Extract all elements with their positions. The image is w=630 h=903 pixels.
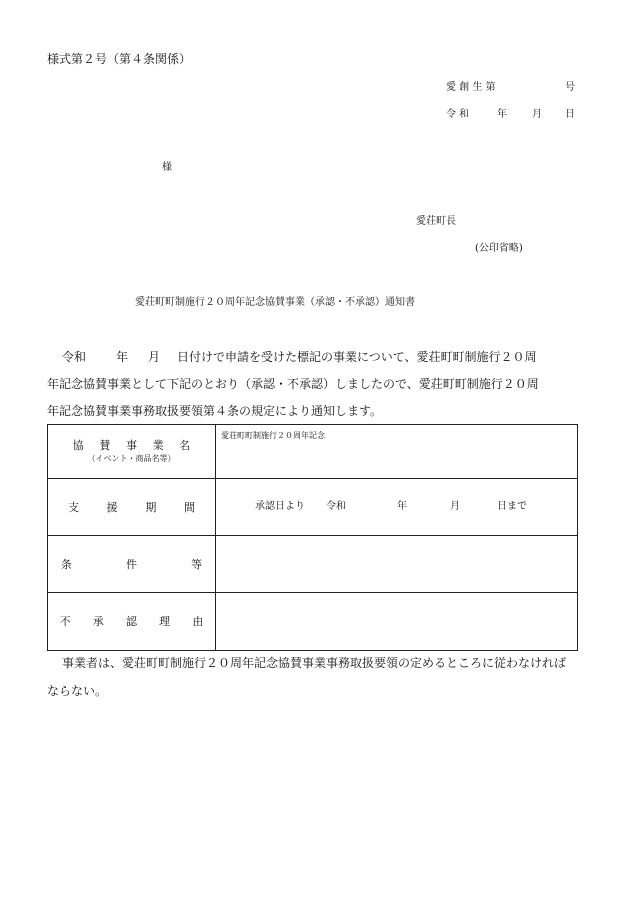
document-number-prefix: 愛 創 生 第: [446, 82, 496, 93]
date-month-label: 月: [532, 109, 542, 120]
notification-table: [47, 424, 578, 651]
body-era: 令和: [62, 350, 87, 364]
document-number-suffix: 号: [565, 82, 575, 93]
form-number: 様式第２号（第４条関係）: [47, 52, 192, 66]
support-period-label: 支 援 期 間: [67, 500, 208, 514]
rejection-reason-label-cell: [48, 593, 216, 651]
body-year-label: 年: [116, 350, 129, 364]
support-period-cell: [216, 479, 578, 536]
conditions-label: 条 件 等: [60, 557, 228, 571]
body-line-1: 日付けで申請を受けた標記の事業について、愛荘町町制施行２０周: [177, 350, 537, 364]
addressee-honorific: 様: [162, 162, 172, 173]
support-period-label-cell: [48, 479, 216, 536]
conditions-label-cell: [48, 536, 228, 593]
body-line-3: 年記念協賛事業事務取扱要領第４条の規定により通知します。: [47, 404, 383, 418]
sender-title: 愛荘町長: [416, 216, 456, 227]
date-era: 令 和: [446, 109, 470, 120]
sponsorship-name-value: 愛荘町町制施行２０周年記念: [221, 431, 325, 440]
date-year-label: 年: [497, 109, 507, 120]
rejection-reason-cell: [216, 593, 578, 651]
footer-note-line-2: ならない。: [47, 684, 108, 698]
sponsorship-name-label-cell: [48, 425, 216, 479]
support-period-month-label: 月: [450, 501, 460, 512]
date-day-label: 日: [565, 109, 575, 120]
body-month-label: 月: [148, 350, 161, 364]
sponsorship-name-sublabel: （イベント・商品名等）: [87, 454, 176, 463]
support-period-suffix: 日まで: [497, 501, 527, 512]
sponsorship-name-label: 協 賛 事 業 名: [72, 439, 197, 452]
body-line-2: 年記念協賛事業として下記のとおり（承認・不承認）しましたので、愛荘町町制施行２０周: [47, 377, 539, 391]
sponsorship-name-cell: [216, 425, 578, 479]
support-period-prefix: 承認日より: [255, 501, 305, 512]
conditions-cell: [216, 536, 578, 593]
seal-omitted-note: (公印省略): [475, 243, 523, 254]
document-title: 愛荘町町制施行２０周年記念協賛事業（承認・不承認）通知書: [135, 297, 415, 308]
footer-note-line-1: 事業者は、愛荘町町制施行２０周年記念協賛事業事務取扱要領の定めるところに従わなければ: [62, 656, 567, 670]
support-period-era: 令和: [326, 501, 346, 512]
rejection-reason-label: 不 承 認 理 由: [59, 615, 213, 628]
support-period-year-label: 年: [397, 501, 407, 512]
